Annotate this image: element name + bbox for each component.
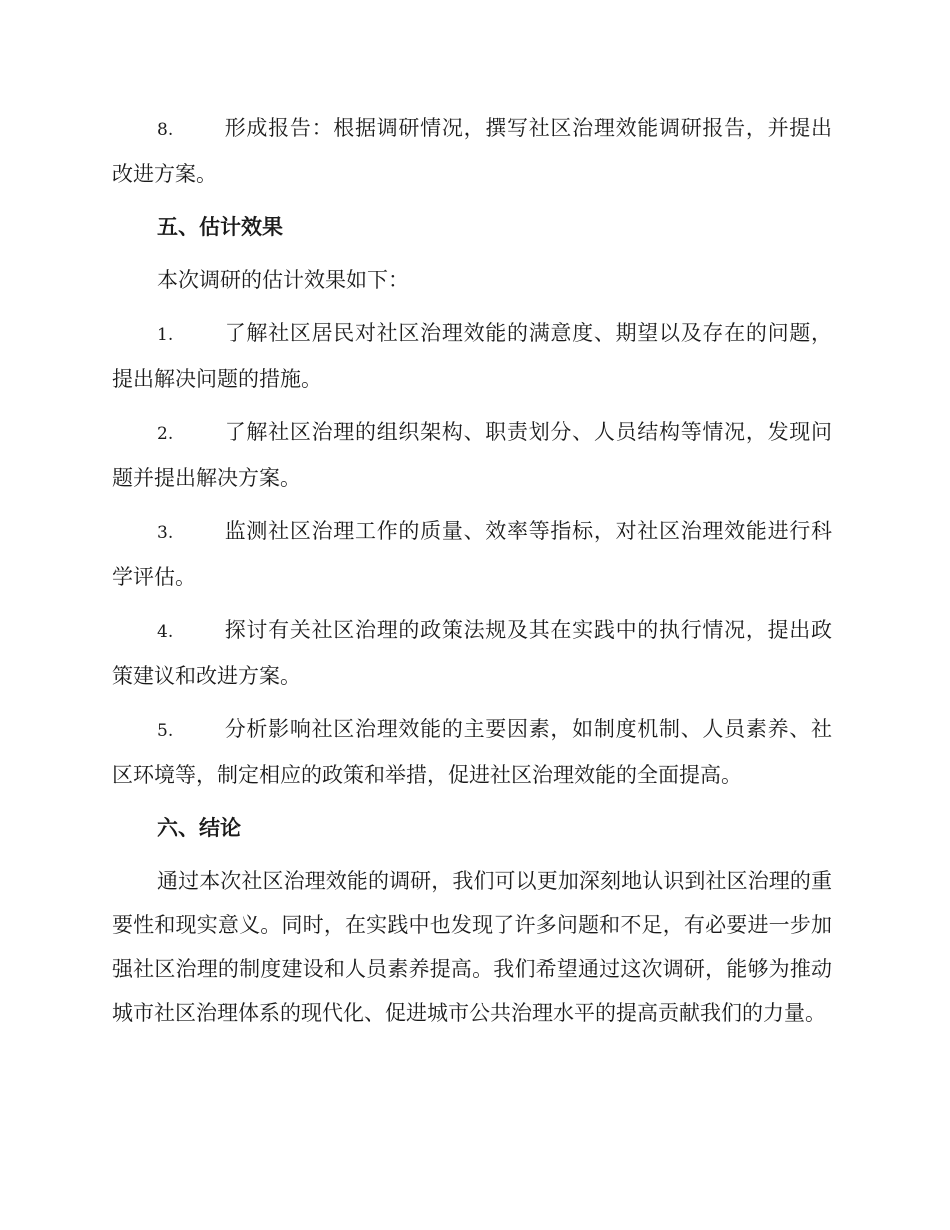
document-page <box>112 106 832 1044</box>
section-intro: 本次调研的估计效果如下： <box>157 268 409 292</box>
list-text: 监测社区治理工作的质量、效率等指标，对社区治理效能进行科学评估。 <box>112 519 832 589</box>
list-item <box>112 509 832 599</box>
list-item <box>112 707 832 797</box>
list-text: 了解社区居民对社区治理效能的满意度、期望以及存在的问题，提出解决问题的措施。 <box>112 321 832 391</box>
list-number: 4. <box>157 622 174 642</box>
conclusion-paragraph: 通过本次社区治理效能的调研，我们可以更加深刻地认识到社区治理的重要性和现实意义。同时，在实践中也发现了许多问题和不足，有必要进一步加强社区治理的制度建设和人员素养提高。我们希望通过这次调研，能够为推动城市社区治理体系的现代化、促进城市公共治理水平的提高贡献我们的力量。 <box>112 869 832 1025</box>
section-heading-6: 六、结论 <box>157 815 241 840</box>
list-item <box>112 311 832 401</box>
section-heading-5: 五、估计效果 <box>157 214 283 239</box>
list-item-8 <box>112 106 832 196</box>
list-number: 3. <box>157 523 174 543</box>
list-number: 8. <box>157 120 174 140</box>
list-number: 5. <box>157 721 174 741</box>
list-number: 2. <box>157 424 174 444</box>
list-text: 探讨有关社区治理的政策法规及其在实践中的执行情况，提出政策建议和改进方案。 <box>112 618 832 688</box>
list-number: 1. <box>157 325 174 345</box>
list-item <box>112 608 832 698</box>
list-text: 了解社区治理的组织架构、职责划分、人员结构等情况，发现问题并提出解决方案。 <box>112 420 832 490</box>
list-text: 分析影响社区治理效能的主要因素，如制度机制、人员素养、社区环境等，制定相应的政策和举措，促进社区治理效能的全面提高。 <box>112 717 832 787</box>
list-item <box>112 410 832 500</box>
list-text: 形成报告：根据调研情况，撰写社区治理效能调研报告，并提出改进方案。 <box>112 116 832 186</box>
